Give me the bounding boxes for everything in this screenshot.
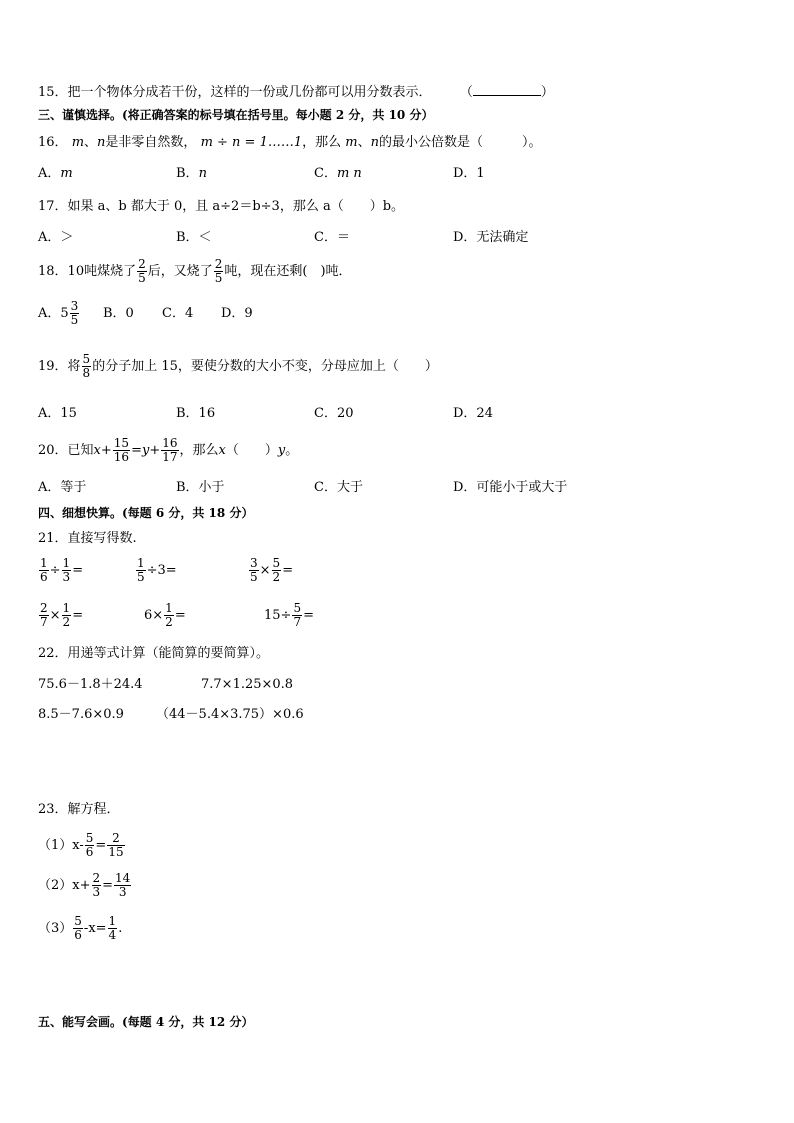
option-c[interactable]: C．4 [162,306,194,321]
fraction: $\frac{5}{6}$ [74,914,82,942]
question-15: 15．把一个物体分成若干份，这样的一份或几份都可以用分数表示． （ ） [38,85,554,100]
fraction: $\frac{1}{3}$ [62,556,71,584]
expr-22-2: 7.7×1.25×0.8 [201,677,294,692]
fraction: $\frac{5}{6}$ [85,831,94,859]
fraction: $\frac{5}{7}$ [293,601,302,629]
expr-22-3: 8.5－7.6×0.9 [38,707,124,722]
question-20: 20．已知x+ $\frac{15}{16}$ =y+ $\frac{16}{17}$ ，那么x（ ）y。 [38,436,299,464]
fraction: $\frac{15}{16}$ [113,436,130,464]
option-b[interactable]: B．0 [103,306,134,321]
fraction: $\frac{2}{3}$ [92,871,101,899]
option-d[interactable]: D．无法确定 [453,230,529,245]
question-17: 17．如果 a、b 都大于 0，且 a÷2＝b÷3，那么 a（ ）b。 [38,199,405,214]
answer-blank[interactable] [473,83,541,96]
question-23-title: 23．解方程． [38,802,120,817]
expr-21-5: 6× $\frac{1}{2}$ = [144,601,186,629]
fraction: $\frac{1}{2}$ [165,601,173,629]
question-21-title: 21．直接写得数. [38,531,137,546]
option-c[interactable]: C．大于 [314,480,363,495]
fraction: $\frac{3}{5}$ [70,299,79,327]
option-a[interactable]: A．等于 [38,480,87,495]
option-a[interactable]: A．5 $\frac{3}{5}$ [38,299,79,327]
option-d[interactable]: D．1 [453,166,485,181]
question-19: 19．将 $\frac{5}{8}$ 的分子加上 15，要使分数的大小不变，分母应加上（ ） [38,352,438,380]
section-5-title: 五、能写会画。(每题 4 分，共 12 分） [38,1015,254,1029]
fraction: $\frac{16}{17}$ [162,436,178,464]
fraction: $\frac{5}{2}$ [272,556,281,584]
fraction: $\frac{1}{6}$ [40,556,48,584]
option-b[interactable]: B．16 [176,406,216,421]
fraction: $\frac{2}{15}$ [108,831,124,859]
equation-2: （2）x+ $\frac{2}{3}$ = $\frac{14}{3}$ [38,871,131,899]
expr-21-4: $\frac{2}{7}$ × $\frac{1}{2}$ = [40,601,84,629]
option-d[interactable]: D．24 [453,406,493,421]
fraction: $\frac{1}{4}$ [108,914,117,942]
section-4-title: 四、细想快算。(每题 6 分，共 18 分） [38,506,254,520]
fraction: $\frac{14}{3}$ [115,871,131,899]
question-22-title: 22．用递等式计算（能简算的要简算）。 [38,646,270,661]
expr-21-3: $\frac{3}{5}$ × $\frac{5}{2}$ = [250,556,294,584]
section-3-title: 三、谨慎选择。(将正确答案的标号填在括号里。每小题 2 分，共 10 分） [38,108,434,122]
expr-21-6: 15÷ $\frac{5}{7}$ = [264,601,314,629]
option-b[interactable]: B．小于 [176,480,225,495]
fraction: $\frac{1}{2}$ [62,601,71,629]
fraction: $\frac{2}{5}$ [138,257,146,285]
option-c[interactable]: C．m n [314,166,362,181]
option-d[interactable]: D．9 [221,306,253,321]
equation-3: （3） $\frac{5}{6}$ -x= $\frac{1}{4}$ . [38,914,123,942]
option-c[interactable]: C．＝ [314,230,350,245]
option-b[interactable]: B．＜ [176,230,212,245]
option-a[interactable]: A．15 [38,406,77,421]
expr-21-1: $\frac{1}{6}$ ÷ $\frac{1}{3}$ = [40,556,84,584]
fraction: $\frac{5}{8}$ [82,352,91,380]
expr-21-2: $\frac{1}{5}$ ÷3= [137,556,177,584]
fraction: $\frac{1}{5}$ [137,556,145,584]
question-18: 18．10吨煤烧了 $\frac{2}{5}$ 后，又烧了 $\frac{2}{5}$ 吨，现在还剩( )吨． [38,257,352,285]
equation-1: （1）x- $\frac{5}{6}$ = $\frac{2}{15}$ [38,831,124,859]
expr-22-1: 75.6－1.8＋24.4 [38,677,143,692]
option-c[interactable]: C．20 [314,406,354,421]
option-b[interactable]: B．n [176,166,207,181]
option-a[interactable]: A．＞ [38,230,74,245]
question-16: 16． m、n是非零自然数， m ÷ n = 1……1，那么 m、n的最小公倍数是（ ）。 [38,135,542,150]
fraction: $\frac{2}{7}$ [40,601,48,629]
fraction: $\frac{2}{5}$ [214,257,223,285]
option-a[interactable]: A．m [38,166,73,181]
option-d[interactable]: D．可能小于或大于 [453,480,568,495]
fraction: $\frac{3}{5}$ [250,556,258,584]
expr-22-4: （44－5.4×3.75）×0.6 [156,707,304,722]
